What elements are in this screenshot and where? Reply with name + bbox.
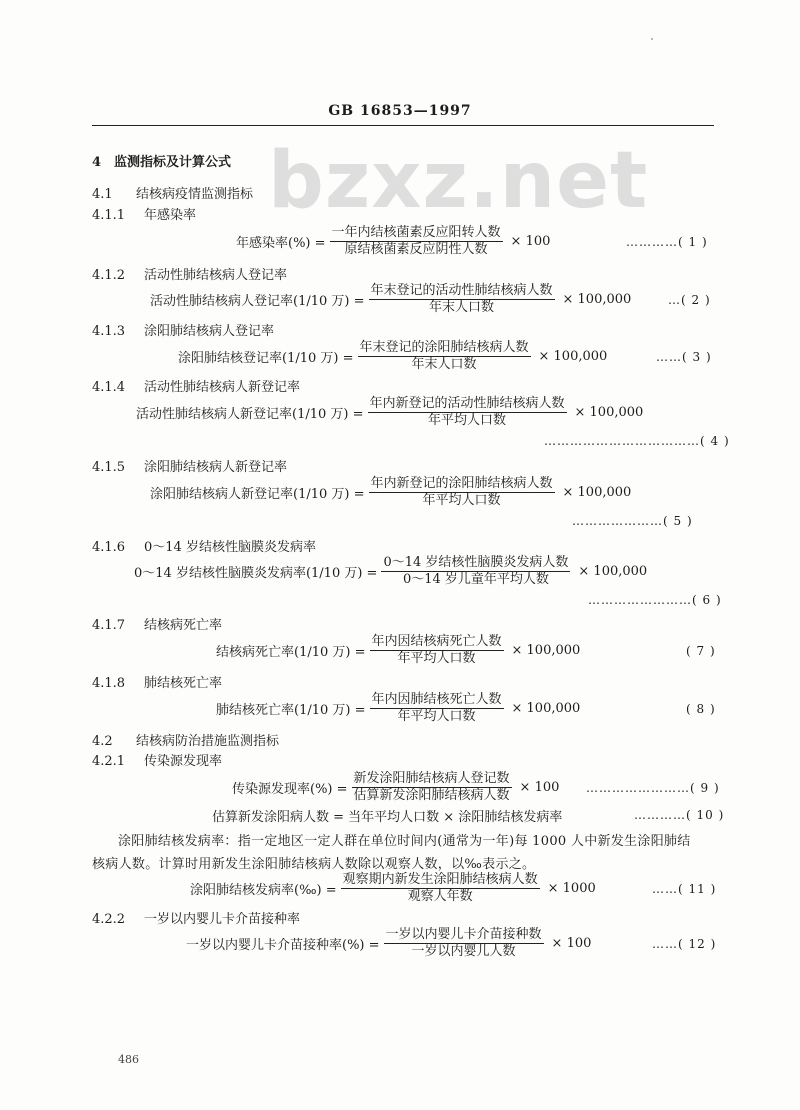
equation-number-2: …( 2 ) <box>668 293 711 307</box>
item-title: 年感染率 <box>144 208 197 223</box>
standard-code-header: GB 16853—1997 <box>328 103 472 119</box>
section-4-2-heading <box>92 730 279 749</box>
equation-number-3: ……( 3 ) <box>656 350 712 364</box>
equation-number-12: ……( 12 ) <box>652 937 717 951</box>
formula-8 <box>216 693 580 724</box>
section-4-1-heading <box>92 183 253 202</box>
numerator: 年内新登记的活动性肺结核病人数 <box>369 396 565 411</box>
denominator: 年平均人口数 <box>397 709 476 724</box>
equation-number-5: …………………( 5 ) <box>572 514 693 528</box>
section-number: 4.1 <box>92 187 113 202</box>
denominator: 年平均人口数 <box>397 651 476 666</box>
denominator: 估算新发涂阳肺结核病人数 <box>353 788 510 803</box>
denominator: 观察人年数 <box>407 889 473 904</box>
formula-lhs: 0～14 岁结核性脑膜炎发病率(1/10 万) = <box>134 566 378 581</box>
numerator: 新发涂阳肺结核病人登记数 <box>353 771 510 786</box>
item-4-1-6-heading <box>92 536 316 555</box>
equation-number-8: ( 8 ) <box>686 702 716 716</box>
item-number: 4.1.5 <box>92 460 126 475</box>
formula-lhs: 年感染率(%) = <box>236 236 326 251</box>
formula-lhs: 结核病死亡率(1/10 万) = <box>216 645 366 660</box>
denominator: 原结核菌素反应阴性人数 <box>344 242 488 257</box>
numerator: 年末登记的活动性肺结核病人数 <box>370 283 553 298</box>
multiplier: × 1000 <box>547 881 596 896</box>
item-number: 4.2.2 <box>92 912 126 927</box>
fraction <box>381 556 570 587</box>
item-title: 一岁以内婴儿卡介苗接种率 <box>144 912 301 927</box>
formula-5 <box>150 477 631 508</box>
formula-12 <box>186 928 591 959</box>
scan-speck <box>651 38 653 40</box>
header-rule <box>92 125 714 126</box>
multiplier: × 100,000 <box>538 349 608 364</box>
multiplier: × 100 <box>551 936 592 951</box>
fraction <box>368 397 567 428</box>
numerator: 年内因肺结核死亡人数 <box>371 692 502 707</box>
item-4-2-1-heading <box>92 750 222 769</box>
item-number: 4.2.1 <box>92 754 126 769</box>
formula-7 <box>216 635 580 666</box>
denominator: 年平均人口数 <box>428 413 507 428</box>
item-4-1-7-heading <box>92 614 222 633</box>
formula-11 <box>190 873 596 904</box>
item-4-1-4-heading <box>92 376 300 395</box>
denominator: 年末人口数 <box>411 357 477 372</box>
formula-3 <box>178 341 607 372</box>
multiplier: × 100,000 <box>562 292 632 307</box>
formula-lhs: 活动性肺结核病人登记率(1/10 万) = <box>150 294 365 309</box>
fraction <box>370 635 504 666</box>
numerator: 年末登记的涂阳肺结核病人数 <box>359 340 529 355</box>
formula-1 <box>236 226 550 257</box>
section-number: 4.2 <box>92 734 113 749</box>
equation-number-7: ( 7 ) <box>686 644 716 658</box>
definition-line-1: 涂阳肺结核发病率：指一定地区一定人群在单位时间内(通常为一年)每 1000 人中新发生涂阳肺结 <box>118 834 691 849</box>
formula-4 <box>136 397 643 428</box>
multiplier: × 100,000 <box>578 564 648 579</box>
item-title: 肺结核死亡率 <box>144 676 223 691</box>
definition-line-2: 核病人数。计算时用新发生涂阳肺结核病人数除以观察人数，以‰表示之。 <box>92 857 536 872</box>
numerator: 一年内结核菌素反应阳转人数 <box>331 225 501 240</box>
formula-lhs: 一岁以内婴儿卡介苗接种率(%) = <box>186 938 380 953</box>
fraction <box>384 928 544 959</box>
item-number: 4.1.8 <box>92 676 126 691</box>
fraction <box>370 693 504 724</box>
fraction <box>369 284 555 315</box>
item-4-2-2-heading <box>92 908 300 927</box>
item-title: 活动性肺结核病人新登记率 <box>144 380 301 395</box>
item-number: 4.1.6 <box>92 540 126 555</box>
section-title: 结核病疫情监测指标 <box>136 187 254 202</box>
item-4-1-2-heading <box>92 264 287 283</box>
equation-number-11: ……( 11 ) <box>652 882 717 896</box>
formula-lhs: 传染源发现率(%) = <box>232 782 348 797</box>
formula-9 <box>232 772 559 803</box>
equation-number-9: ……………………( 9 ) <box>586 781 720 795</box>
denominator: 年末人口数 <box>429 300 495 315</box>
fraction <box>352 772 512 803</box>
fraction <box>369 477 555 508</box>
item-title: 涂阳肺结核病人登记率 <box>144 324 275 339</box>
item-number: 4.1.4 <box>92 380 126 395</box>
formula-lhs: 涂阳肺结核发病率(‰) = <box>190 883 337 898</box>
numerator: 一岁以内婴儿卡介苗接种数 <box>385 927 542 942</box>
section-4-title: 4 监测指标及计算公式 <box>92 155 232 170</box>
denominator: 一岁以内婴儿人数 <box>411 944 516 959</box>
formula-lhs: 肺结核死亡率(1/10 万) = <box>216 703 366 718</box>
multiplier: × 100,000 <box>511 701 581 716</box>
item-title: 结核病死亡率 <box>144 618 223 633</box>
item-number: 4.1.3 <box>92 324 126 339</box>
watermark: bzxz.net <box>268 136 649 226</box>
numerator: 年内新登记的涂阳肺结核病人数 <box>370 476 553 491</box>
equation-number-6: ……………………( 6 ) <box>588 593 722 607</box>
multiplier: × 100,000 <box>574 405 644 420</box>
page-number: 486 <box>118 1053 139 1066</box>
equation-number-4: ………………………………( 4 ) <box>544 434 730 448</box>
denominator: 年平均人口数 <box>422 493 501 508</box>
equation-number-1: …………( 1 ) <box>626 235 708 249</box>
numerator: 观察期内新发生涂阳肺结核病人数 <box>342 872 538 887</box>
multiplier: × 100 <box>510 234 551 249</box>
formula-10: 估算新发涂阳病人数 = 当年平均人口数 × 涂阳肺结核发病率 <box>212 810 563 825</box>
multiplier: × 100,000 <box>562 485 632 500</box>
fraction <box>341 873 540 904</box>
item-number: 4.1.1 <box>92 208 126 223</box>
item-title: 传染源发现率 <box>144 754 223 769</box>
item-title: 0～14 岁结核性脑膜炎发病率 <box>144 540 316 555</box>
item-title: 涂阳肺结核病人新登记率 <box>144 460 288 475</box>
multiplier: × 100,000 <box>511 643 581 658</box>
numerator: 0～14 岁结核性脑膜炎发病人数 <box>383 555 569 570</box>
multiplier: × 100 <box>519 780 560 795</box>
fraction <box>330 226 503 257</box>
formula-6 <box>134 556 647 587</box>
item-4-1-1-heading <box>92 204 196 223</box>
formula-lhs: 涂阳肺结核登记率(1/10 万) = <box>178 351 354 366</box>
item-4-1-8-heading <box>92 672 222 691</box>
item-title: 活动性肺结核病人登记率 <box>144 268 288 283</box>
item-4-1-5-heading <box>92 456 287 475</box>
formula-2 <box>150 284 631 315</box>
item-4-1-3-heading <box>92 320 274 339</box>
section-title: 结核病防治措施监测指标 <box>136 734 280 749</box>
denominator: 0～14 岁儿童年平均人数 <box>402 572 549 587</box>
equation-number-10: …………( 10 ) <box>634 808 725 822</box>
item-number: 4.1.7 <box>92 618 126 633</box>
formula-lhs: 涂阳肺结核病人新登记率(1/10 万) = <box>150 487 365 502</box>
fraction <box>358 341 531 372</box>
item-number: 4.1.2 <box>92 268 126 283</box>
formula-lhs: 活动性肺结核病人新登记率(1/10 万) = <box>136 407 364 422</box>
numerator: 年内因结核病死亡人数 <box>371 634 502 649</box>
